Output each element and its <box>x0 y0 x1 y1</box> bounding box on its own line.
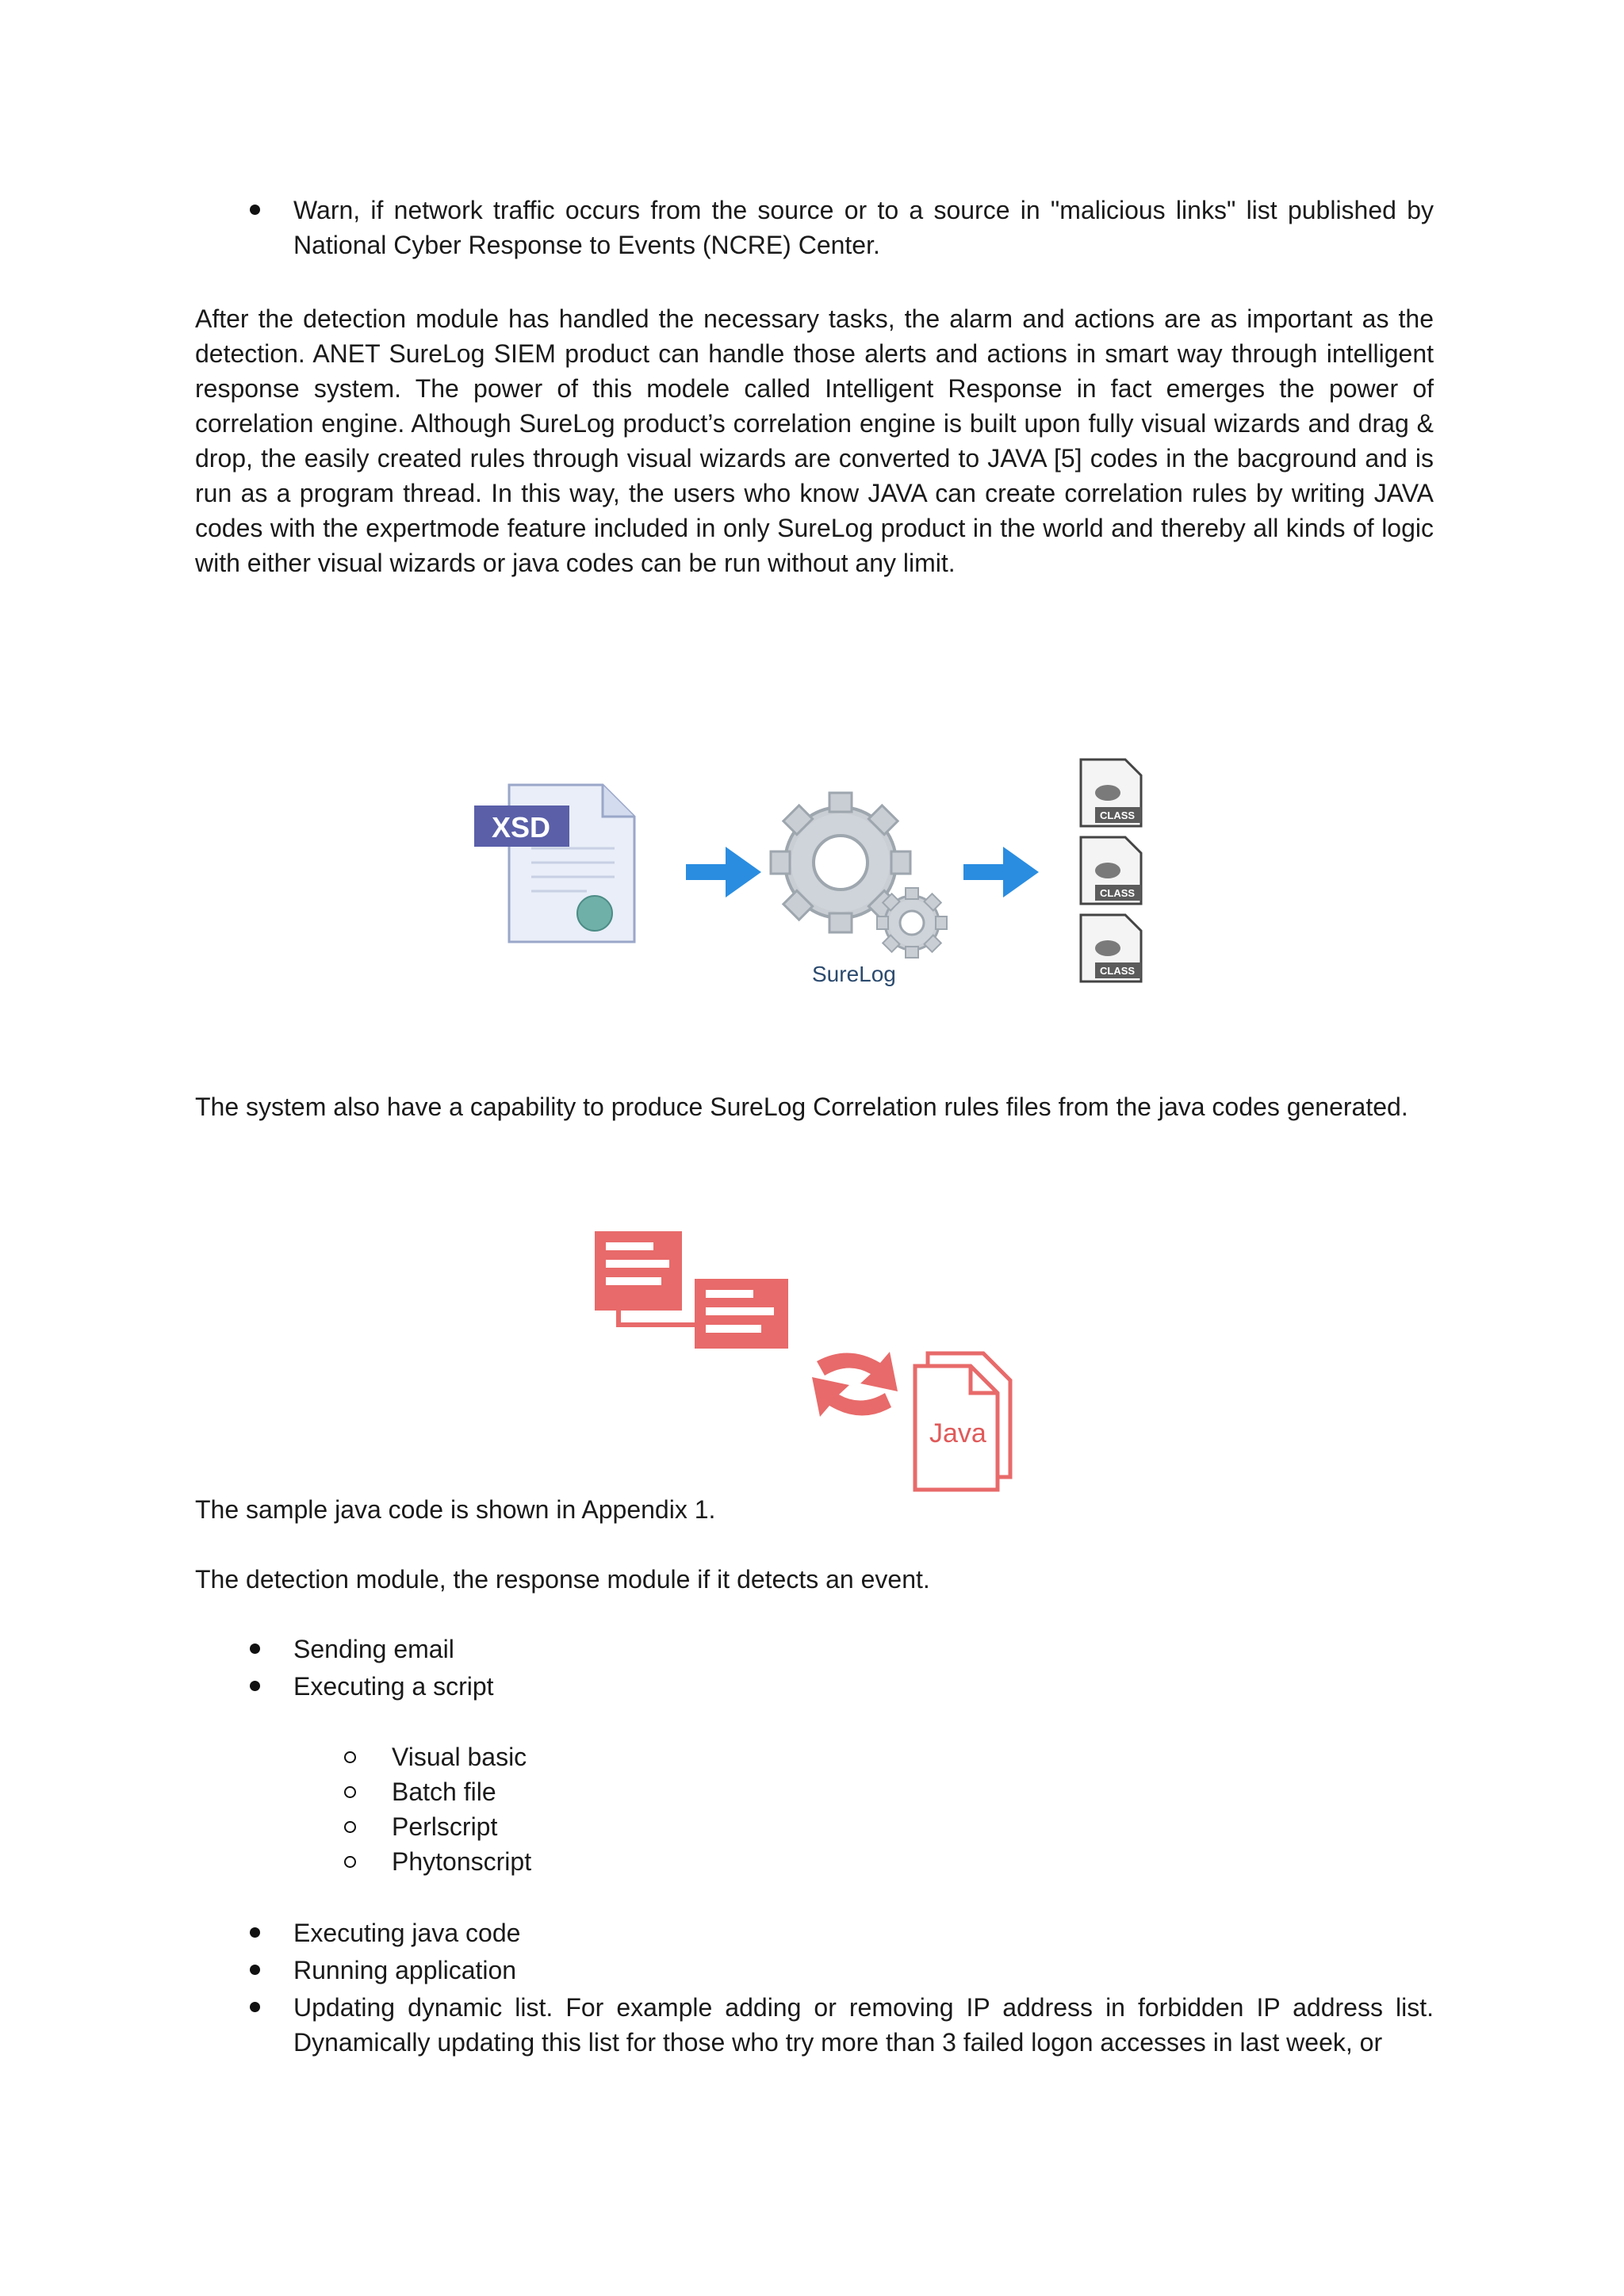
bullet-dot <box>250 1927 260 1938</box>
class-file-icon <box>1081 760 1141 826</box>
sub-bullet-circle <box>344 1786 356 1798</box>
xsd-document-icon <box>474 785 634 942</box>
sub-bullet-circle <box>344 1856 356 1868</box>
bullet-warn-text: Warn, if network traffic occurs from the source or to a source in "malicious links" list published by National Cyber Response to Events (NCRE) Center. <box>293 196 1434 259</box>
class-label-1: CLASS <box>1100 809 1136 821</box>
java-label: Java <box>929 1418 986 1448</box>
list-item: Executing java code <box>293 1919 521 1947</box>
figure-rules-java <box>587 1225 1047 1494</box>
paragraph-capability: The system also have a capability to produce SureLog Correlation rules files from the java codes generated. <box>195 1093 1408 1121</box>
list-item: Running application <box>293 1956 517 1984</box>
sub-bullet-circle <box>344 1751 356 1763</box>
bullet-dot <box>250 205 260 215</box>
sub-bullet-circle <box>344 1821 356 1833</box>
class-file-icon <box>1081 837 1141 904</box>
xsd-label: XSD <box>492 811 551 844</box>
paragraph-detection: The detection module, the response module if it detects an event. <box>195 1565 930 1594</box>
rule-file-icon <box>595 1231 696 1325</box>
class-label-2: CLASS <box>1100 887 1136 899</box>
bullet-dot <box>250 2002 260 2012</box>
paragraph-intelligent-response: After the detection module has handled the necessary tasks, the alarm and actions are as important as the detection. ANET SureLog SIEM product can handle those alerts and actions in smart way through intelligent response system. The power of this modele called Intelligent Response in fact emerges the power of correlation engine. Although SureLog product’s correlation engine is built upon fully visual wizards and drag & drop, the easily created rules through visual wizards are converted to JAVA [5] codes in the bacground and is run as a program thread. In this way, the users who know JAVA can create correlation rules by writing JAVA codes with the expertmode feature included in only SureLog product in the world and thereby all kinds of logic with either visual wizards or java codes can be run without any limit. <box>195 304 1434 577</box>
bullet-dot <box>250 1965 260 1975</box>
class-file-icon <box>1081 915 1141 982</box>
rule-file-icon <box>695 1279 788 1349</box>
sub-list-item: Phytonscript <box>392 1847 532 1876</box>
sub-list-item: Perlscript <box>392 1812 498 1841</box>
java-file-icon <box>915 1353 1010 1490</box>
list-item: Updating dynamic list. For example adding or removing IP address in forbidden IP address list. Dynamically updating this list for those who try more than 3 failed logon accesses in last week, or <box>293 1993 1434 2057</box>
sub-list-item: Batch file <box>392 1777 496 1806</box>
list-item: Sending email <box>293 1635 454 1663</box>
bullet-dot <box>250 1681 260 1691</box>
list-item: Executing a script <box>293 1672 494 1701</box>
surelog-label: SureLog <box>812 962 896 986</box>
arrow-right-icon <box>963 847 1039 897</box>
refresh-arrows-icon <box>812 1352 898 1417</box>
arrow-right-icon <box>686 847 761 897</box>
sub-list-item: Visual basic <box>392 1743 527 1771</box>
gear-icon <box>771 793 947 986</box>
bullet-dot <box>250 1644 260 1654</box>
class-label-3: CLASS <box>1100 965 1136 977</box>
figure-xsd-to-class <box>460 745 1174 999</box>
paragraph-appendix: The sample java code is shown in Appendix 1. <box>195 1495 716 1524</box>
